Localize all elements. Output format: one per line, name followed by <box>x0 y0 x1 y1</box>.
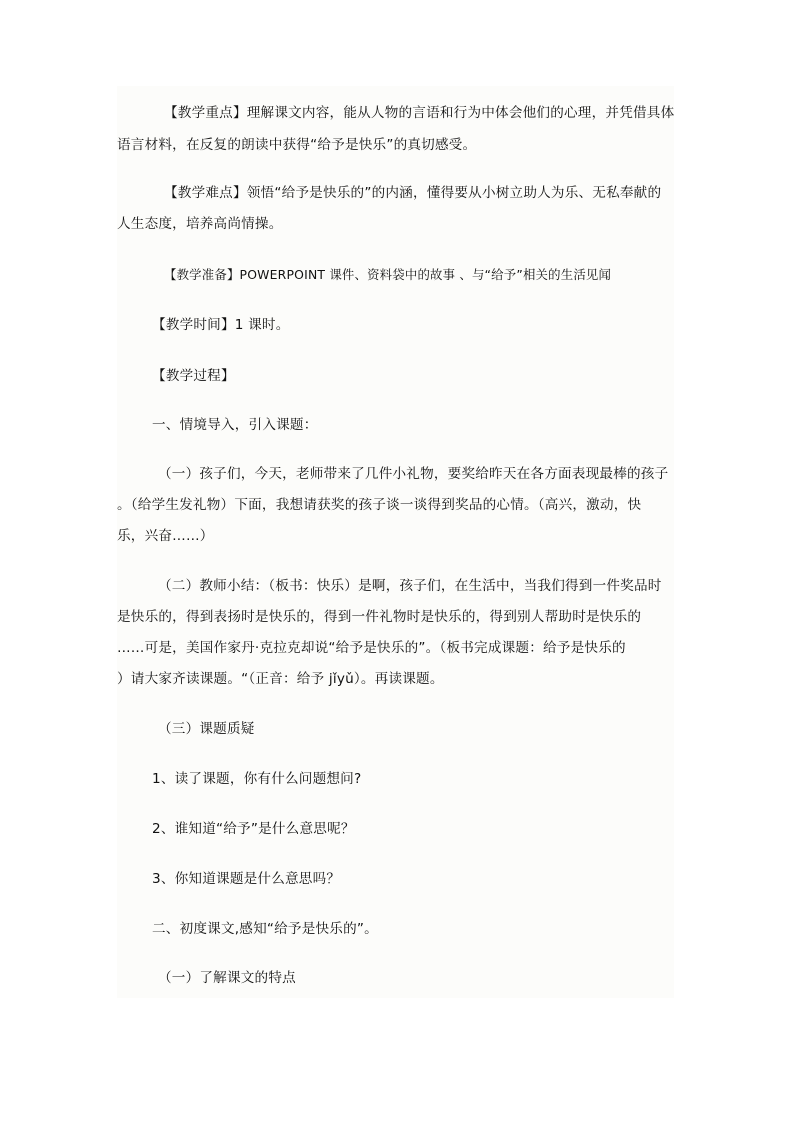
question-3: 3、你知道课题是什么意思吗？ <box>152 871 341 887</box>
process-heading: 【教学过程】 <box>152 368 235 384</box>
teaching-time: 【教学时间】1 课时。 <box>152 317 290 333</box>
section-2-part-1: （一）了解课文的特点 <box>158 970 296 986</box>
question-2: 2、谁知道“给予”是什么意思呢？ <box>152 821 355 837</box>
section-2-title: 二、初度课文,感知“给予是快乐的”。 <box>152 921 378 937</box>
question-1: 1、读了课题，你有什么问题想问? <box>152 771 362 787</box>
preparation-text: POWERPOINT 课件、资料袋中的故事 、与“给予”相关的生活见闻 <box>239 267 612 282</box>
part-2-line-1: （二）教师小结：（板书：快乐）是啊，孩子们，在生活中，当我们得到一件奖品时 <box>158 578 662 594</box>
part-2-line-2: 是快乐的，得到表扬时是快乐的，得到一件礼物时是快乐的，得到别人帮助时是快乐的 <box>117 609 642 625</box>
section-1-title: 一、情境导入，引入课题： <box>152 417 318 433</box>
key-points-line-1: 【教学重点】理解课文内容，能从人物的言语和行为中体会他们的心理，并凭借具体 <box>164 105 675 121</box>
preparation-line <box>164 265 611 285</box>
part-1-line-2: 。（给学生发礼物）下面，我想请获奖的孩子谈一谈得到奖品的心情。（高兴，激动，快 <box>117 497 642 513</box>
key-points-line-2: 语言材料，在反复的朗读中获得“给予是快乐”的真切感受。 <box>117 137 477 153</box>
preparation-label: 【教学准备】 <box>164 267 240 282</box>
difficulties-line-1: 【教学难点】领悟“给予是快乐的”的内涵，懂得要从小树立助人为乐、无私奉献的 <box>164 185 662 201</box>
difficulties-line-2: 人生态度，培养高尚情操。 <box>117 216 283 232</box>
part-1-line-1: （一）孩子们，今天，老师带来了几件小礼物，要奖给昨天在各方面表现最棒的孩子 <box>158 466 669 482</box>
part-2-line-4: ）请大家齐读课题。“（正音：给予 jǐyǔ）。再读课题。 <box>117 671 444 687</box>
part-2-line-3: ……可是，美国作家丹·克拉克却说“给予是快乐的”。（板书完成课题：给予是快乐的 <box>117 640 626 656</box>
part-1-line-3: 乐，兴奋……） <box>117 528 214 544</box>
part-3-title: （三）课题质疑 <box>158 721 255 737</box>
document-page <box>117 86 674 998</box>
